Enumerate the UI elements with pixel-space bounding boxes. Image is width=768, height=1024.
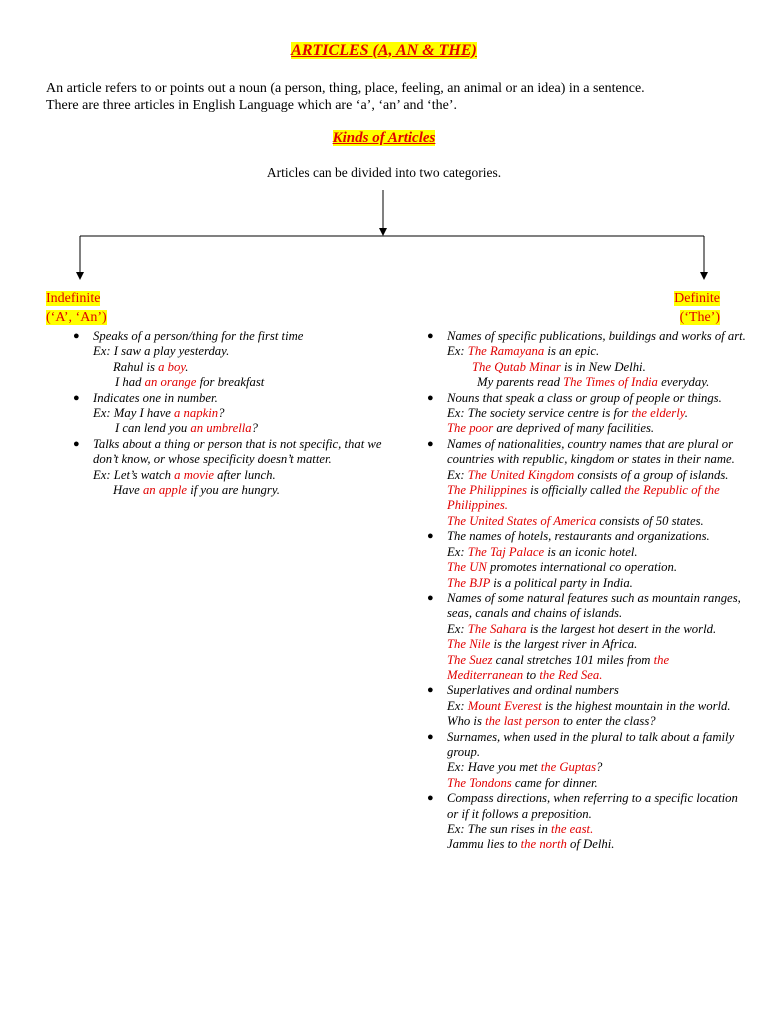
indefinite-sub: (‘A’, ‘An’) (46, 310, 107, 325)
indefinite-list (73, 329, 383, 498)
bullet-icon: ● (427, 530, 434, 543)
list-item: ● Talks about a thing or person that is not specific, that we don’t know, or whose specificity doesn’t matter. Ex: Let’s watch a movie after lunch. Have an apple if you are hungry. (73, 436, 382, 498)
divide-text: Articles can be divided into two categories. (266, 165, 502, 180)
bullet-icon: ● (427, 684, 434, 697)
indefinite-label: Indefinite (46, 291, 101, 306)
bullet-icon: ● (427, 330, 434, 342)
definite-label: Definite (674, 291, 720, 306)
list-item: ● Superlatives and ordinal numbers Ex: Mount Everest is the highest mountain in the world. Who is the last person to enter the class? (427, 683, 731, 729)
bullet-icon: ● (427, 730, 434, 743)
trunk-arrow (379, 228, 387, 236)
bullet-icon: ● (73, 437, 80, 450)
list-item: ● Names of some natural features such as mountain ranges, seas, canals and chains of islands. Ex: The Sahara is the largest hot desert in the world. The Nile is the largest river in Africa. The Suez canal stretches 101 miles from the Mediterranean to the Red Sea. (427, 590, 741, 682)
bullet-icon: ● (73, 330, 80, 342)
definite-list (427, 329, 747, 853)
list-item: ● Indicates one in number. Ex: May I have a napkin? I can lend you an umbrella? (73, 390, 258, 436)
bullet-icon: ● (73, 391, 80, 404)
left-arrow (76, 272, 84, 280)
bullet-icon: ● (427, 437, 434, 450)
intro-line-2: There are three articles in English Language which are ‘a’, ‘an’ and ‘the’. (46, 98, 457, 113)
list-item: ● Compass directions, when referring to a specific location or if it follows a preposition. Ex: The sun rises in the east. Jammu lies to the north of Delhi. (427, 791, 738, 852)
title-text: ARTICLES (A, AN & THE) (291, 42, 477, 59)
list-item: ● Nouns that speak a class or group of people or things. Ex: The society service centre is for the elderly. The poor are deprived of many facilities. (427, 390, 722, 436)
bullet-icon: ● (427, 792, 434, 805)
list-item: ● Speaks of a person/thing for the first time Ex: I saw a play yesterday. Rahul is a boy. I had an orange for breakfast (73, 329, 304, 390)
kinds-heading-text: Kinds of Articles (332, 130, 436, 146)
list-item: ● The names of hotels, restaurants and organizations. Ex: The Taj Palace is an iconic hotel. The UN promotes international co operation. The BJP is a political party in India. (427, 529, 710, 590)
definite-category (674, 289, 720, 327)
bullet-icon: ● (427, 391, 434, 404)
bullet-icon: ● (427, 591, 434, 604)
list-item: ● Names of specific publications, buildings and works of art. Ex: The Ramayana is an epic. The Qutab Minar is in New Delhi. My parents read The Times of India everyday. (427, 329, 746, 390)
list-item: ● Names of nationalities, country names that are plural or countries with republic, kingdom or states in their name. Ex: The United Kingdom consists of a group of islands. The Philippines is officially called the Republic of the Philippines. The United States of America consists of 50 states. (427, 436, 735, 528)
definite-sub: (‘The’) (679, 310, 720, 325)
tree-diagram (0, 0, 768, 300)
indefinite-category (46, 289, 107, 327)
intro-line-1: An article refers to or points out a noun (a person, thing, place, feeling, an animal or an idea) in a sentence. (46, 81, 645, 96)
right-arrow (700, 272, 708, 280)
list-item: ● Surnames, when used in the plural to talk about a family group. Ex: Have you met the Guptas? The Tondons came for dinner. (427, 729, 735, 790)
